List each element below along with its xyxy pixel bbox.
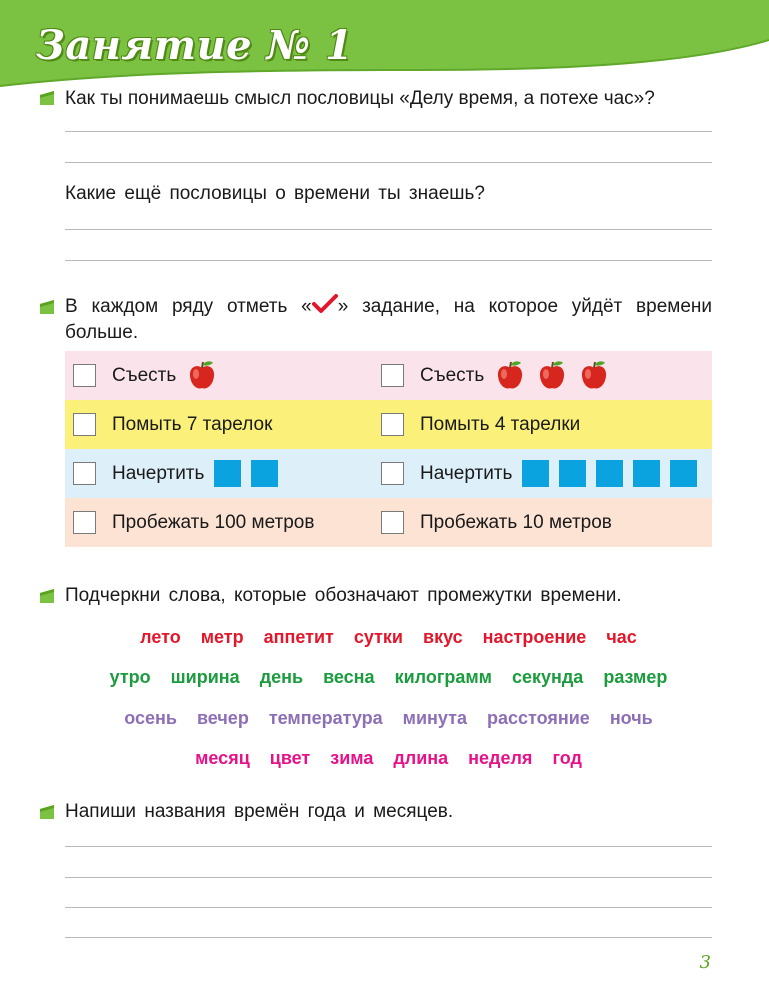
word-option[interactable]: метр: [200, 627, 244, 647]
apple-icon: [578, 360, 610, 392]
word-option[interactable]: цвет: [269, 748, 311, 768]
word-option[interactable]: осень: [124, 708, 177, 728]
word-option[interactable]: неделя: [468, 748, 533, 768]
blue-square: [633, 460, 660, 487]
word-option[interactable]: вечер: [196, 708, 249, 728]
page-number: 3: [699, 952, 711, 973]
word-option[interactable]: утро: [109, 667, 151, 687]
word-option[interactable]: длина: [393, 748, 449, 768]
word-row: [65, 665, 712, 689]
answer-line[interactable]: [65, 877, 712, 878]
task-label: Пробежать 100 метров: [112, 511, 315, 533]
check-instruction: [65, 294, 712, 346]
header-band: [0, 0, 769, 90]
answer-line[interactable]: [65, 260, 712, 261]
task-checkbox[interactable]: [381, 364, 404, 387]
apple-icon: [494, 360, 526, 392]
answer-line[interactable]: [65, 907, 712, 908]
task-label: Съесть: [112, 364, 177, 386]
bullet-icon: [38, 90, 56, 106]
word-option[interactable]: год: [552, 748, 582, 768]
task-option: [381, 400, 580, 449]
lesson-title: Занятие № 1: [36, 22, 354, 69]
word-option[interactable]: настроение: [482, 627, 587, 647]
word-option[interactable]: минута: [402, 708, 467, 728]
task-option: [381, 498, 612, 547]
task-checkbox[interactable]: [381, 462, 404, 485]
task-label: Начертить: [420, 462, 513, 484]
task-row: [65, 400, 712, 449]
task-checkbox[interactable]: [73, 511, 96, 534]
word-option[interactable]: аппетит: [263, 627, 334, 647]
answer-line[interactable]: [65, 846, 712, 847]
word-option[interactable]: килограмм: [394, 667, 492, 687]
bullet-icon: [38, 588, 56, 604]
blue-square: [522, 460, 549, 487]
square-group: [214, 460, 278, 487]
word-option[interactable]: месяц: [195, 748, 250, 768]
answer-line[interactable]: [65, 162, 712, 163]
task-checkbox[interactable]: [73, 413, 96, 436]
word-option[interactable]: температура: [268, 708, 383, 728]
task-checkbox[interactable]: [381, 413, 404, 436]
task-option: [381, 449, 697, 498]
blue-square: [251, 460, 278, 487]
bullet-icon: [38, 804, 56, 820]
task-option: [73, 449, 278, 498]
square-group: [522, 460, 697, 487]
apple-group: [494, 360, 610, 392]
word-option[interactable]: сутки: [353, 627, 403, 647]
task-checkbox[interactable]: [73, 364, 96, 387]
word-option[interactable]: ширина: [170, 667, 240, 687]
word-option[interactable]: ночь: [609, 708, 653, 728]
apple-group: [186, 360, 218, 392]
blue-square: [670, 460, 697, 487]
task-option: [381, 351, 610, 400]
task-option: [73, 351, 218, 400]
task-row: [65, 351, 712, 400]
word-option[interactable]: лето: [140, 627, 181, 647]
proverbs-question: Какие ещё пословицы о времени ты знаешь?: [65, 183, 485, 204]
bullet-icon: [38, 299, 56, 315]
blue-square: [596, 460, 623, 487]
word-option[interactable]: секунда: [511, 667, 584, 687]
word-row: [65, 625, 712, 649]
apple-icon: [186, 360, 218, 392]
underline-instruction: Подчеркни слова, которые обозначают промежутки времени.: [65, 585, 622, 606]
instruction-part: В каждом ряду отметь «: [65, 296, 312, 317]
answer-line[interactable]: [65, 131, 712, 132]
blue-square: [559, 460, 586, 487]
word-option[interactable]: расстояние: [486, 708, 590, 728]
answer-line[interactable]: [65, 229, 712, 230]
word-option[interactable]: вкус: [423, 627, 463, 647]
task-label: Помыть 4 тарелки: [420, 413, 581, 435]
word-option[interactable]: зима: [330, 748, 374, 768]
task-label: Съесть: [420, 364, 485, 386]
word-option[interactable]: день: [259, 667, 304, 687]
word-row: [65, 706, 712, 730]
task-label: Начертить: [112, 462, 205, 484]
task-checkbox[interactable]: [381, 511, 404, 534]
seasons-instruction: Напиши названия времён года и месяцев.: [65, 801, 454, 822]
word-option[interactable]: весна: [323, 667, 375, 687]
task-row: [65, 498, 712, 547]
task-option: [73, 400, 272, 449]
answer-line[interactable]: [65, 937, 712, 938]
task-option: [73, 498, 314, 547]
task-table: [65, 351, 712, 547]
proverb-question: Как ты понимаешь смысл пословицы «Делу время, а потехе час»?: [65, 88, 655, 109]
checkmark-icon: [312, 294, 338, 314]
task-row: [65, 449, 712, 498]
task-label: Помыть 7 тарелок: [112, 413, 273, 435]
instruction-part: » задание, на которое уйдёт времени больше.: [65, 296, 712, 343]
word-row: [65, 746, 712, 770]
word-option[interactable]: час: [606, 627, 637, 647]
word-option[interactable]: размер: [603, 667, 668, 687]
apple-icon: [536, 360, 568, 392]
task-label: Пробежать 10 метров: [420, 511, 612, 533]
task-checkbox[interactable]: [73, 462, 96, 485]
blue-square: [214, 460, 241, 487]
